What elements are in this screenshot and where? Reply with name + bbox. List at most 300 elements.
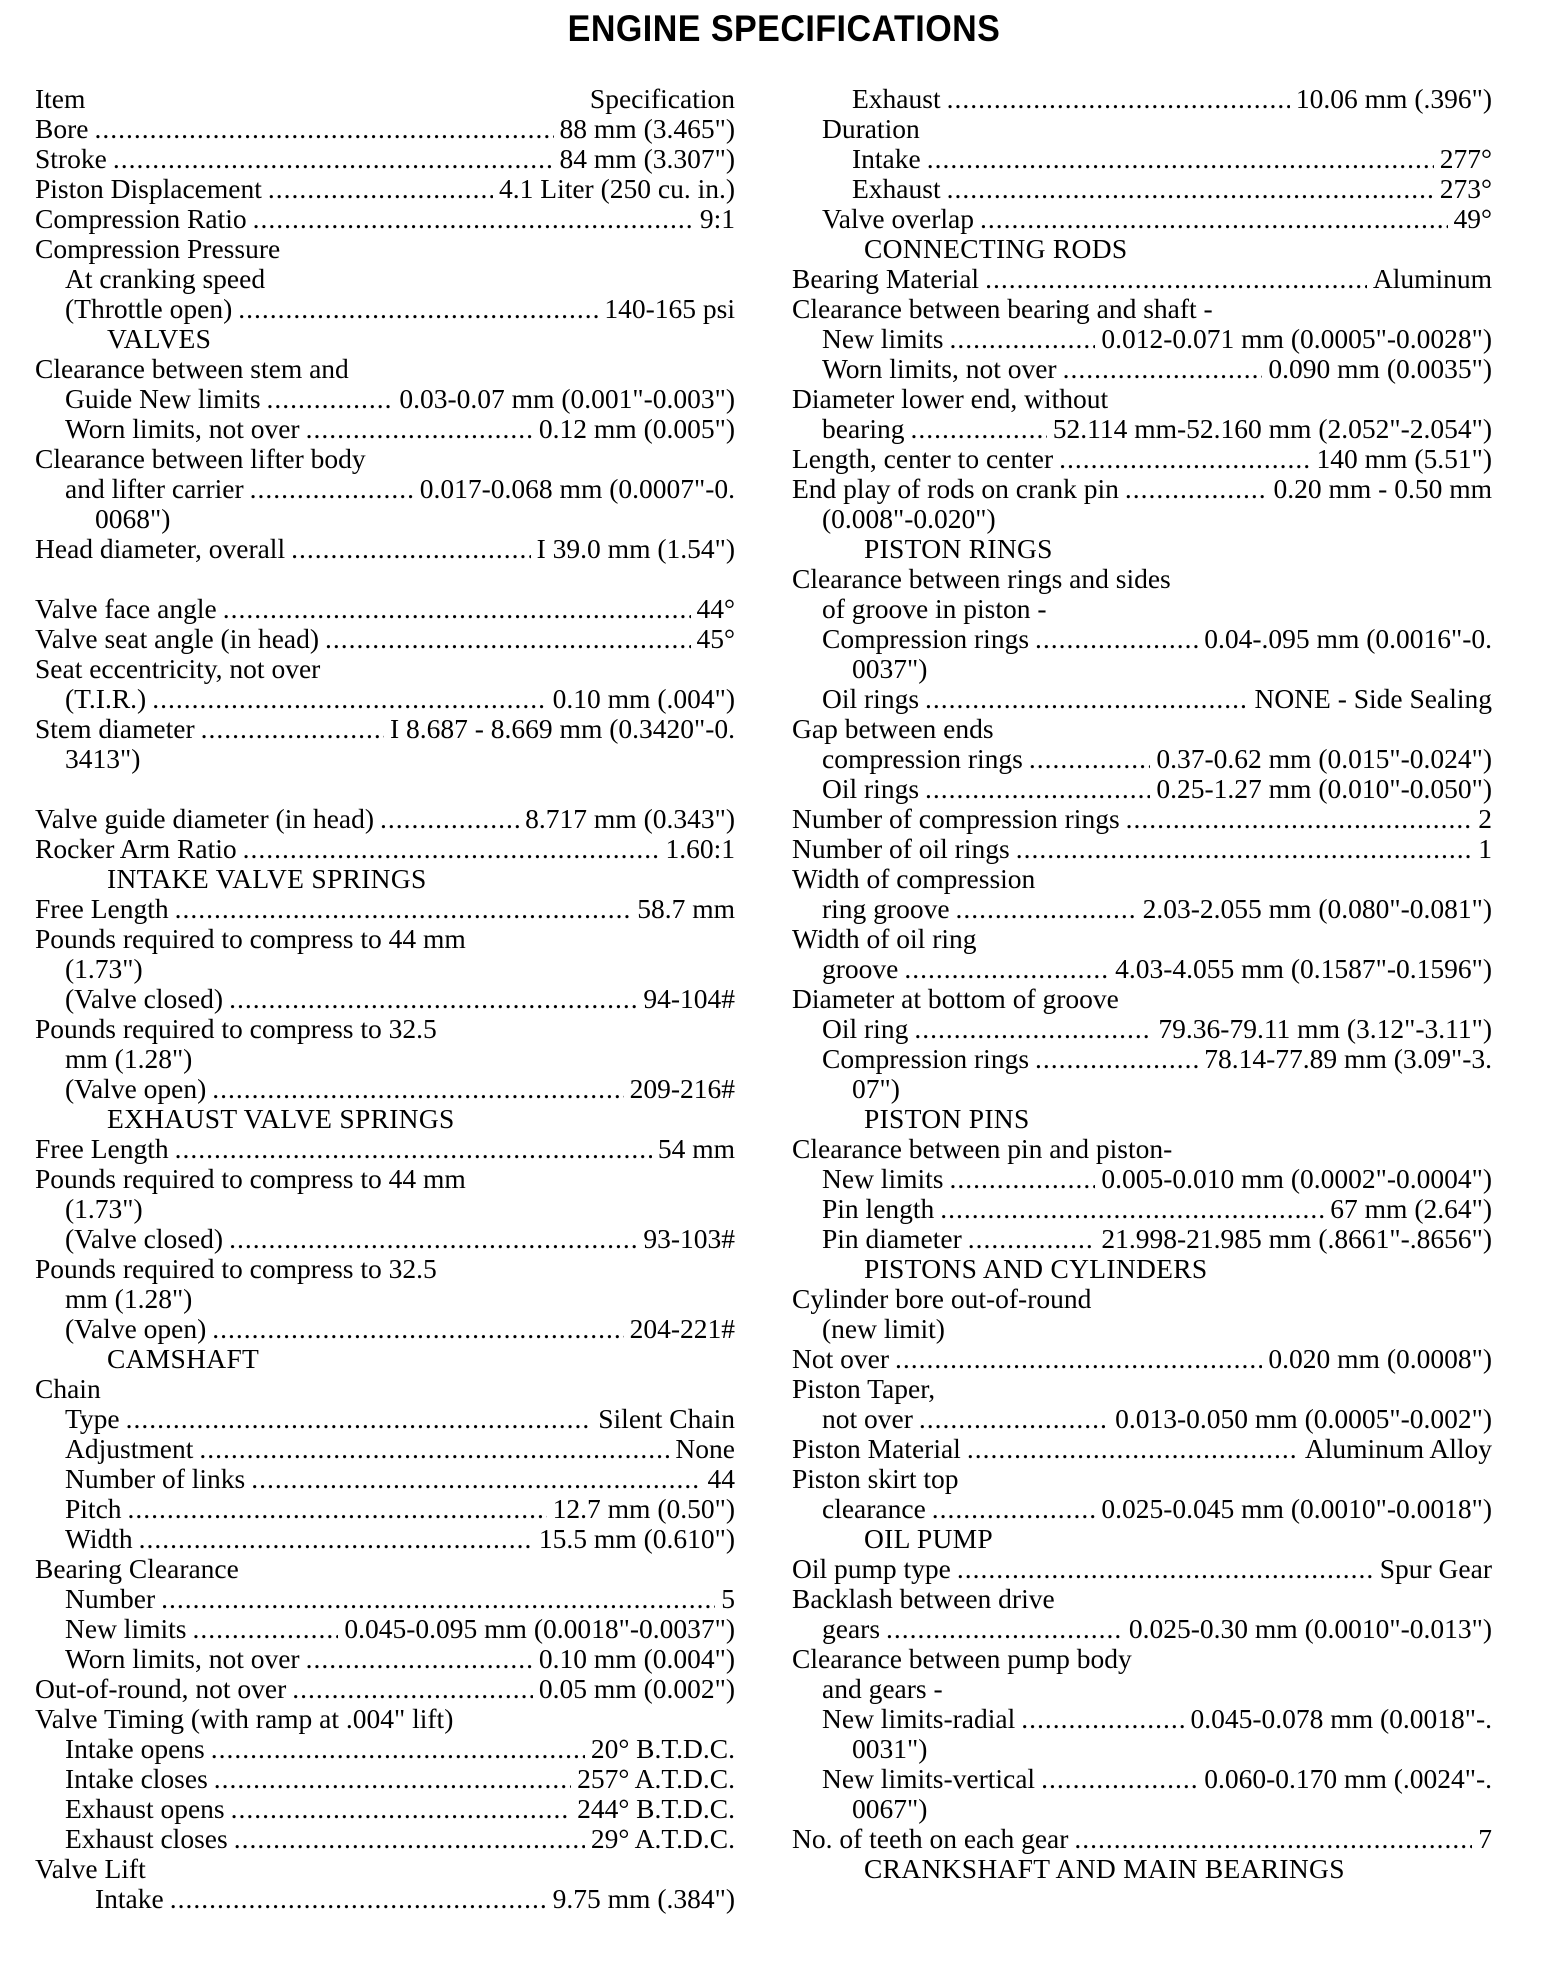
spec-row <box>35 174 735 204</box>
spec-value: Aluminum Alloy <box>1304 1434 1492 1464</box>
dot-leader <box>1021 1704 1184 1734</box>
spec-value: 5 <box>721 1584 735 1614</box>
spec-value: Aluminum <box>1372 264 1492 294</box>
spec-row <box>792 894 1492 924</box>
spec-row <box>35 1134 735 1164</box>
column-header-spec: Specification <box>589 84 735 114</box>
spec-value: 1.60:1 <box>665 834 735 864</box>
spec-text-line: 0031") <box>852 1734 928 1764</box>
section-heading: VALVES <box>107 324 212 354</box>
spec-row <box>35 834 735 864</box>
spec-row <box>792 1764 1492 1794</box>
spec-row <box>792 1434 1492 1464</box>
spec-row <box>35 294 735 324</box>
spec-label: (Valve closed) <box>65 984 224 1014</box>
dot-leader <box>380 804 519 834</box>
spec-text-line: Width of compression <box>792 864 1036 894</box>
spec-row <box>792 1194 1492 1224</box>
spec-label: Intake opens <box>65 1734 205 1764</box>
spec-row <box>35 204 735 234</box>
spec-value: Silent Chain <box>598 1404 735 1434</box>
spacer <box>35 774 735 804</box>
spec-text-line: Valve Lift <box>35 1854 146 1884</box>
spec-text-line: Clearance between pump body <box>792 1644 1132 1674</box>
spec-row <box>35 474 735 504</box>
spec-label: Worn limits, not over <box>65 1644 300 1674</box>
spec-text-line: mm (1.28") <box>65 1284 193 1314</box>
spec-label: not over <box>822 1404 913 1434</box>
dot-leader <box>985 264 1367 294</box>
spec-label: Pin diameter <box>822 1224 962 1254</box>
spec-row <box>792 624 1492 654</box>
spec-label: Pitch <box>65 1494 122 1524</box>
spec-row <box>35 384 735 414</box>
spec-label: Head diameter, overall <box>35 534 286 564</box>
section-heading: PISTONS AND CYLINDERS <box>864 1254 1208 1284</box>
dot-leader <box>1059 444 1310 474</box>
spec-text-line: Piston skirt top <box>792 1464 959 1494</box>
spec-row <box>792 1494 1492 1524</box>
spec-row <box>35 804 735 834</box>
spec-text-line: Clearance between rings and sides <box>792 564 1171 594</box>
dot-leader <box>175 894 632 924</box>
spec-text-line: mm (1.28") <box>65 1044 193 1074</box>
dot-leader <box>914 1014 1152 1044</box>
spec-row <box>792 444 1492 474</box>
spec-label: Bore <box>35 114 89 144</box>
spec-label: Number of links <box>65 1464 246 1494</box>
spec-row <box>792 414 1492 444</box>
spec-text-line: Chain <box>35 1374 101 1404</box>
spec-label: and lifter carrier <box>65 474 244 504</box>
dot-leader <box>967 1434 1299 1464</box>
spec-label: Worn limits, not over <box>822 354 1057 384</box>
spec-row <box>792 1014 1492 1044</box>
dot-leader <box>126 1404 593 1434</box>
spec-label: New limits <box>822 1164 944 1194</box>
spec-row <box>35 594 735 624</box>
spec-value: 0.12 mm (0.005") <box>538 414 735 444</box>
section-heading: EXHAUST VALVE SPRINGS <box>107 1104 455 1134</box>
dot-leader <box>910 414 1046 444</box>
spec-row <box>35 1074 735 1104</box>
spec-text-line: Diameter at bottom of groove <box>792 984 1119 1014</box>
dot-leader <box>306 414 533 444</box>
spec-row <box>35 1734 735 1764</box>
spec-label: Intake <box>95 1884 164 1914</box>
spec-label: Pin length <box>822 1194 935 1224</box>
dot-leader <box>201 714 384 744</box>
dot-leader <box>968 1224 1096 1254</box>
dot-leader <box>895 1344 1262 1374</box>
spec-value: 44 <box>707 1464 735 1494</box>
spec-label: Number of compression rings <box>792 804 1120 834</box>
spec-text-line: Bearing Clearance <box>35 1554 239 1584</box>
spec-text-line: Pounds required to compress to 32.5 <box>35 1254 437 1284</box>
spec-label: Intake closes <box>65 1764 208 1794</box>
dot-leader <box>1126 804 1473 834</box>
right-column <box>792 84 1492 1884</box>
spec-text-line: Width of oil ring <box>792 924 977 954</box>
spec-label: End play of rods on crank pin <box>792 474 1119 504</box>
spec-row <box>792 354 1492 384</box>
spec-label: Not over <box>792 1344 889 1374</box>
spec-value: 0.03-0.07 mm (0.001"-0.003") <box>399 384 735 414</box>
spec-value: 209-216# <box>629 1074 735 1104</box>
spec-row <box>792 84 1492 114</box>
spec-value: 0.005-0.010 mm (0.0002"-0.0004") <box>1101 1164 1492 1194</box>
dot-leader <box>1035 624 1198 654</box>
dot-leader <box>925 774 1150 804</box>
spec-row <box>35 144 735 174</box>
spec-text-line: (1.73") <box>65 1194 143 1224</box>
spec-value: 88 mm (3.465") <box>559 114 735 144</box>
dot-leader <box>267 384 394 414</box>
spec-value: 0.012-0.071 mm (0.0005"-0.0028") <box>1101 324 1492 354</box>
spec-label: Valve overlap <box>822 204 974 234</box>
spec-row <box>35 1764 735 1794</box>
spec-label: Exhaust <box>852 84 941 114</box>
dot-leader <box>919 1404 1109 1434</box>
spec-label: Length, center to center <box>792 444 1054 474</box>
dot-leader <box>128 1494 547 1524</box>
dot-leader <box>291 534 531 564</box>
spec-label: Bearing Material <box>792 264 980 294</box>
spec-row <box>35 1824 735 1854</box>
spec-value: 0.025-0.045 mm (0.0010"-0.0018") <box>1101 1494 1492 1524</box>
spec-label: Compression rings <box>822 624 1030 654</box>
spec-label: Stroke <box>35 144 107 174</box>
spec-row <box>792 1704 1492 1734</box>
spec-label: Adjustment <box>65 1434 194 1464</box>
spec-text-line: 0067") <box>852 1794 928 1824</box>
column-header-row <box>35 84 735 114</box>
dot-leader <box>139 1524 533 1554</box>
dot-leader <box>325 624 690 654</box>
dot-leader <box>243 834 660 864</box>
dot-leader <box>229 984 637 1014</box>
spec-value: 0.37-0.62 mm (0.015"-0.024") <box>1156 744 1492 774</box>
spec-row <box>35 624 735 654</box>
spec-row <box>792 264 1492 294</box>
dot-leader <box>212 1314 623 1344</box>
spec-row <box>35 1464 735 1494</box>
dot-leader <box>251 1464 701 1494</box>
spec-text-line: Clearance between bearing and shaft - <box>792 294 1213 324</box>
page-title: ENGINE SPECIFICATIONS <box>567 8 1001 49</box>
spec-row <box>35 1674 735 1704</box>
spec-value: NONE - Side Sealing <box>1254 684 1492 714</box>
spec-text-line: (0.008"-0.020") <box>822 504 996 534</box>
spec-row <box>35 1584 735 1614</box>
dot-leader <box>947 84 1290 114</box>
spec-value: I 39.0 mm (1.54") <box>536 534 735 564</box>
spec-label: (T.I.R.) <box>65 684 147 714</box>
spec-row <box>792 1044 1492 1074</box>
spacer <box>35 564 735 594</box>
dot-leader <box>231 1794 571 1824</box>
dot-leader <box>192 1614 338 1644</box>
spec-label: (Throttle open) <box>65 294 233 324</box>
spec-label: Type <box>65 1404 120 1434</box>
spec-text-line: Clearance between stem and <box>35 354 349 384</box>
dot-leader <box>1063 354 1263 384</box>
dot-leader <box>268 174 493 204</box>
spec-row <box>792 834 1492 864</box>
spec-label: Oil pump type <box>792 1554 951 1584</box>
spec-label: Valve seat angle (in head) <box>35 624 320 654</box>
spec-value: 0.25-1.27 mm (0.010"-0.050") <box>1156 774 1492 804</box>
spec-label: No. of teeth on each gear <box>792 1824 1069 1854</box>
spec-value: 0.10 mm (0.004") <box>538 1644 735 1674</box>
spec-label: New limits <box>65 1614 187 1644</box>
dot-leader <box>1125 474 1268 504</box>
dot-leader <box>199 1434 669 1464</box>
spec-value: 140-165 psi <box>604 294 735 324</box>
spec-label: (Valve closed) <box>65 1224 224 1254</box>
dot-leader <box>223 594 691 624</box>
spec-text-line: Backlash between drive <box>792 1584 1055 1614</box>
spec-label: Stem diameter <box>35 714 195 744</box>
section-heading: OIL PUMP <box>864 1524 993 1554</box>
spec-value: 1 <box>1478 834 1492 864</box>
spec-row <box>792 684 1492 714</box>
spec-value: 94-104# <box>643 984 735 1014</box>
spec-label: Piston Displacement <box>35 174 262 204</box>
dot-leader <box>886 1614 1123 1644</box>
spec-value: 12.7 mm (0.50") <box>552 1494 735 1524</box>
spec-text-line: Pounds required to compress to 32.5 <box>35 1014 437 1044</box>
dot-leader <box>306 1644 533 1674</box>
spec-value: 58.7 mm <box>637 894 735 924</box>
spec-text-line: (new limit) <box>822 1314 945 1344</box>
spec-value: I 8.687 - 8.669 mm (0.3420"-0. <box>389 714 735 744</box>
dot-leader <box>904 954 1109 984</box>
spec-row <box>792 324 1492 354</box>
spec-value: 79.36-79.11 mm (3.12"-3.11") <box>1158 1014 1492 1044</box>
spec-label: Piston Material <box>792 1434 961 1464</box>
spec-row <box>35 534 735 564</box>
spec-value: 29° A.T.D.C. <box>590 1824 735 1854</box>
dot-leader <box>940 1194 1324 1224</box>
spec-value: 244° B.T.D.C. <box>577 1794 735 1824</box>
dot-leader <box>234 1824 585 1854</box>
spec-row <box>35 1494 735 1524</box>
spec-value: 9:1 <box>699 204 735 234</box>
spec-row <box>35 414 735 444</box>
spec-text-line: Valve Timing (with ramp at .004" lift) <box>35 1704 454 1734</box>
spec-value: 0.020 mm (0.0008") <box>1268 1344 1492 1374</box>
spec-text-line: Diameter lower end, without <box>792 384 1109 414</box>
spec-value: 0.060-0.170 mm (.0024"-. <box>1204 1764 1492 1794</box>
dot-leader <box>925 684 1248 714</box>
spec-text-line: 3413") <box>65 744 141 774</box>
spec-label: New limits-radial <box>822 1704 1016 1734</box>
spec-label: Out-of-round, not over <box>35 1674 287 1704</box>
spec-value: 7 <box>1478 1824 1492 1854</box>
spec-value: 277° <box>1439 144 1492 174</box>
spec-value: 4.03-4.055 mm (0.1587"-0.1596") <box>1115 954 1492 984</box>
spec-value: 21.998-21.985 mm (.8661"-.8656") <box>1101 1224 1492 1254</box>
dot-leader <box>175 1134 652 1164</box>
spec-row <box>792 1164 1492 1194</box>
spec-label: gears <box>822 1614 881 1644</box>
spec-label: Valve guide diameter (in head) <box>35 804 375 834</box>
dot-leader <box>161 1584 715 1614</box>
spec-value: 8.717 mm (0.343") <box>525 804 735 834</box>
dot-leader <box>94 114 553 144</box>
spec-label: Oil ring <box>822 1014 909 1044</box>
spec-row <box>35 1224 735 1254</box>
spec-row <box>792 1344 1492 1374</box>
section-heading: PISTON PINS <box>864 1104 1030 1134</box>
spec-value: 15.5 mm (0.610") <box>538 1524 735 1554</box>
spec-row <box>792 744 1492 774</box>
spec-row <box>792 1614 1492 1644</box>
dot-leader <box>947 174 1434 204</box>
spec-value: 20° B.T.D.C. <box>590 1734 735 1764</box>
spec-value: 49° <box>1453 204 1492 234</box>
spec-row <box>35 684 735 714</box>
spec-value: 45° <box>696 624 735 654</box>
spec-text-line: 0068") <box>95 504 171 534</box>
left-column <box>35 84 735 1914</box>
spec-text-line: and gears - <box>822 1674 943 1704</box>
dot-leader <box>212 1074 623 1104</box>
spec-row <box>35 714 735 744</box>
spec-value: 0.017-0.068 mm (0.0007"-0. <box>419 474 735 504</box>
spec-text-line: Compression Pressure <box>35 234 281 264</box>
spec-label: groove <box>822 954 899 984</box>
spec-value: 0.04-.095 mm (0.0016"-0. <box>1204 624 1492 654</box>
spec-row <box>792 174 1492 204</box>
dot-leader <box>238 294 598 324</box>
dot-leader <box>1074 1824 1472 1854</box>
section-heading: CRANKSHAFT AND MAIN BEARINGS <box>864 1854 1345 1884</box>
spec-label: New limits <box>822 324 944 354</box>
spec-value: 0.013-0.050 mm (0.0005"-0.002") <box>1115 1404 1492 1434</box>
spec-label: Free Length <box>35 894 169 924</box>
spec-text-line: Pounds required to compress to 44 mm <box>35 1164 466 1194</box>
section-heading: CAMSHAFT <box>107 1344 260 1374</box>
spec-text-line: Seat eccentricity, not over <box>35 654 321 684</box>
spec-row <box>35 984 735 1014</box>
spec-text-line: (1.73") <box>65 954 143 984</box>
spec-row <box>35 114 735 144</box>
dot-leader <box>214 1764 571 1794</box>
spec-label: Compression Ratio <box>35 204 247 234</box>
spec-value: 0.10 mm (.004") <box>552 684 735 714</box>
spec-value: 0.05 mm (0.002") <box>538 1674 735 1704</box>
spec-row <box>35 1884 735 1914</box>
spec-text-line: Clearance between lifter body <box>35 444 366 474</box>
dot-leader <box>956 894 1137 924</box>
dot-leader <box>949 324 1095 354</box>
spec-value: 9.75 mm (.384") <box>552 1884 735 1914</box>
spec-value: 2 <box>1478 804 1492 834</box>
spec-label: Free Length <box>35 1134 169 1164</box>
spec-label: Oil rings <box>822 684 920 714</box>
spec-value: 0.090 mm (0.0035") <box>1268 354 1492 384</box>
spec-value: 10.06 mm (.396") <box>1295 84 1492 114</box>
spec-label: Worn limits, not over <box>65 414 300 444</box>
spec-text-line: Cylinder bore out-of-round <box>792 1284 1092 1314</box>
spec-text-line: Gap between ends <box>792 714 994 744</box>
spec-value: None <box>675 1434 735 1464</box>
spec-row <box>35 894 735 924</box>
spec-row <box>792 144 1492 174</box>
spec-row <box>35 1644 735 1674</box>
spec-row <box>792 774 1492 804</box>
dot-leader <box>229 1224 637 1254</box>
spec-label: bearing <box>822 414 905 444</box>
spec-row <box>35 1794 735 1824</box>
spec-value: 93-103# <box>643 1224 735 1254</box>
spec-row <box>792 804 1492 834</box>
spec-text-line: Duration <box>822 114 920 144</box>
spec-value: 0.045-0.095 mm (0.0018"-0.0037") <box>344 1614 735 1644</box>
spec-label: Exhaust <box>852 174 941 204</box>
spec-row <box>792 204 1492 234</box>
spec-value: 67 mm (2.64") <box>1330 1194 1492 1224</box>
dot-leader <box>927 144 1434 174</box>
spec-label: Valve face angle <box>35 594 217 624</box>
section-heading: INTAKE VALVE SPRINGS <box>107 864 427 894</box>
spec-text-line: 0037") <box>852 654 928 684</box>
spec-row <box>35 1524 735 1554</box>
spec-text-line: of groove in piston - <box>822 594 1047 624</box>
dot-leader <box>1016 834 1473 864</box>
dot-leader <box>253 204 694 234</box>
spec-text-line: Pounds required to compress to 44 mm <box>35 924 466 954</box>
spec-label: New limits-vertical <box>822 1764 1036 1794</box>
section-heading: CONNECTING RODS <box>864 234 1128 264</box>
spec-label: (Valve open) <box>65 1314 207 1344</box>
spec-row <box>792 1404 1492 1434</box>
spec-row <box>35 1314 735 1344</box>
spec-value: 84 mm (3.307") <box>559 144 735 174</box>
spec-value: Spur Gear <box>1379 1554 1492 1584</box>
dot-leader <box>932 1494 1096 1524</box>
spec-text-line: Piston Taper, <box>792 1374 936 1404</box>
dot-leader <box>1029 744 1150 774</box>
spec-label: Number <box>65 1584 156 1614</box>
spec-row <box>792 954 1492 984</box>
spec-value: 257° A.T.D.C. <box>577 1764 735 1794</box>
dot-leader <box>113 144 554 174</box>
spec-row <box>35 1614 735 1644</box>
spec-value: 140 mm (5.51") <box>1316 444 1492 474</box>
column-header-item: Item <box>35 84 86 114</box>
spec-value: 0.045-0.078 mm (0.0018"-. <box>1190 1704 1492 1734</box>
spec-row <box>792 474 1492 504</box>
section-heading: PISTON RINGS <box>864 534 1053 564</box>
spec-label: Compression rings <box>822 1044 1030 1074</box>
spec-row <box>792 1554 1492 1584</box>
spec-text-line: Clearance between pin and piston- <box>792 1134 1173 1164</box>
spec-value: 273° <box>1439 174 1492 204</box>
spec-text-line: At cranking speed <box>65 264 266 294</box>
spec-text-line: 07") <box>852 1074 900 1104</box>
dot-leader <box>170 1884 547 1914</box>
spec-value: 78.14-77.89 mm (3.09"-3. <box>1204 1044 1492 1074</box>
spec-label: Oil rings <box>822 774 920 804</box>
dot-leader <box>1041 1764 1198 1794</box>
dot-leader <box>949 1164 1095 1194</box>
spec-value: 2.03-2.055 mm (0.080"-0.081") <box>1142 894 1492 924</box>
spec-row <box>792 1224 1492 1254</box>
dot-leader <box>250 474 414 504</box>
